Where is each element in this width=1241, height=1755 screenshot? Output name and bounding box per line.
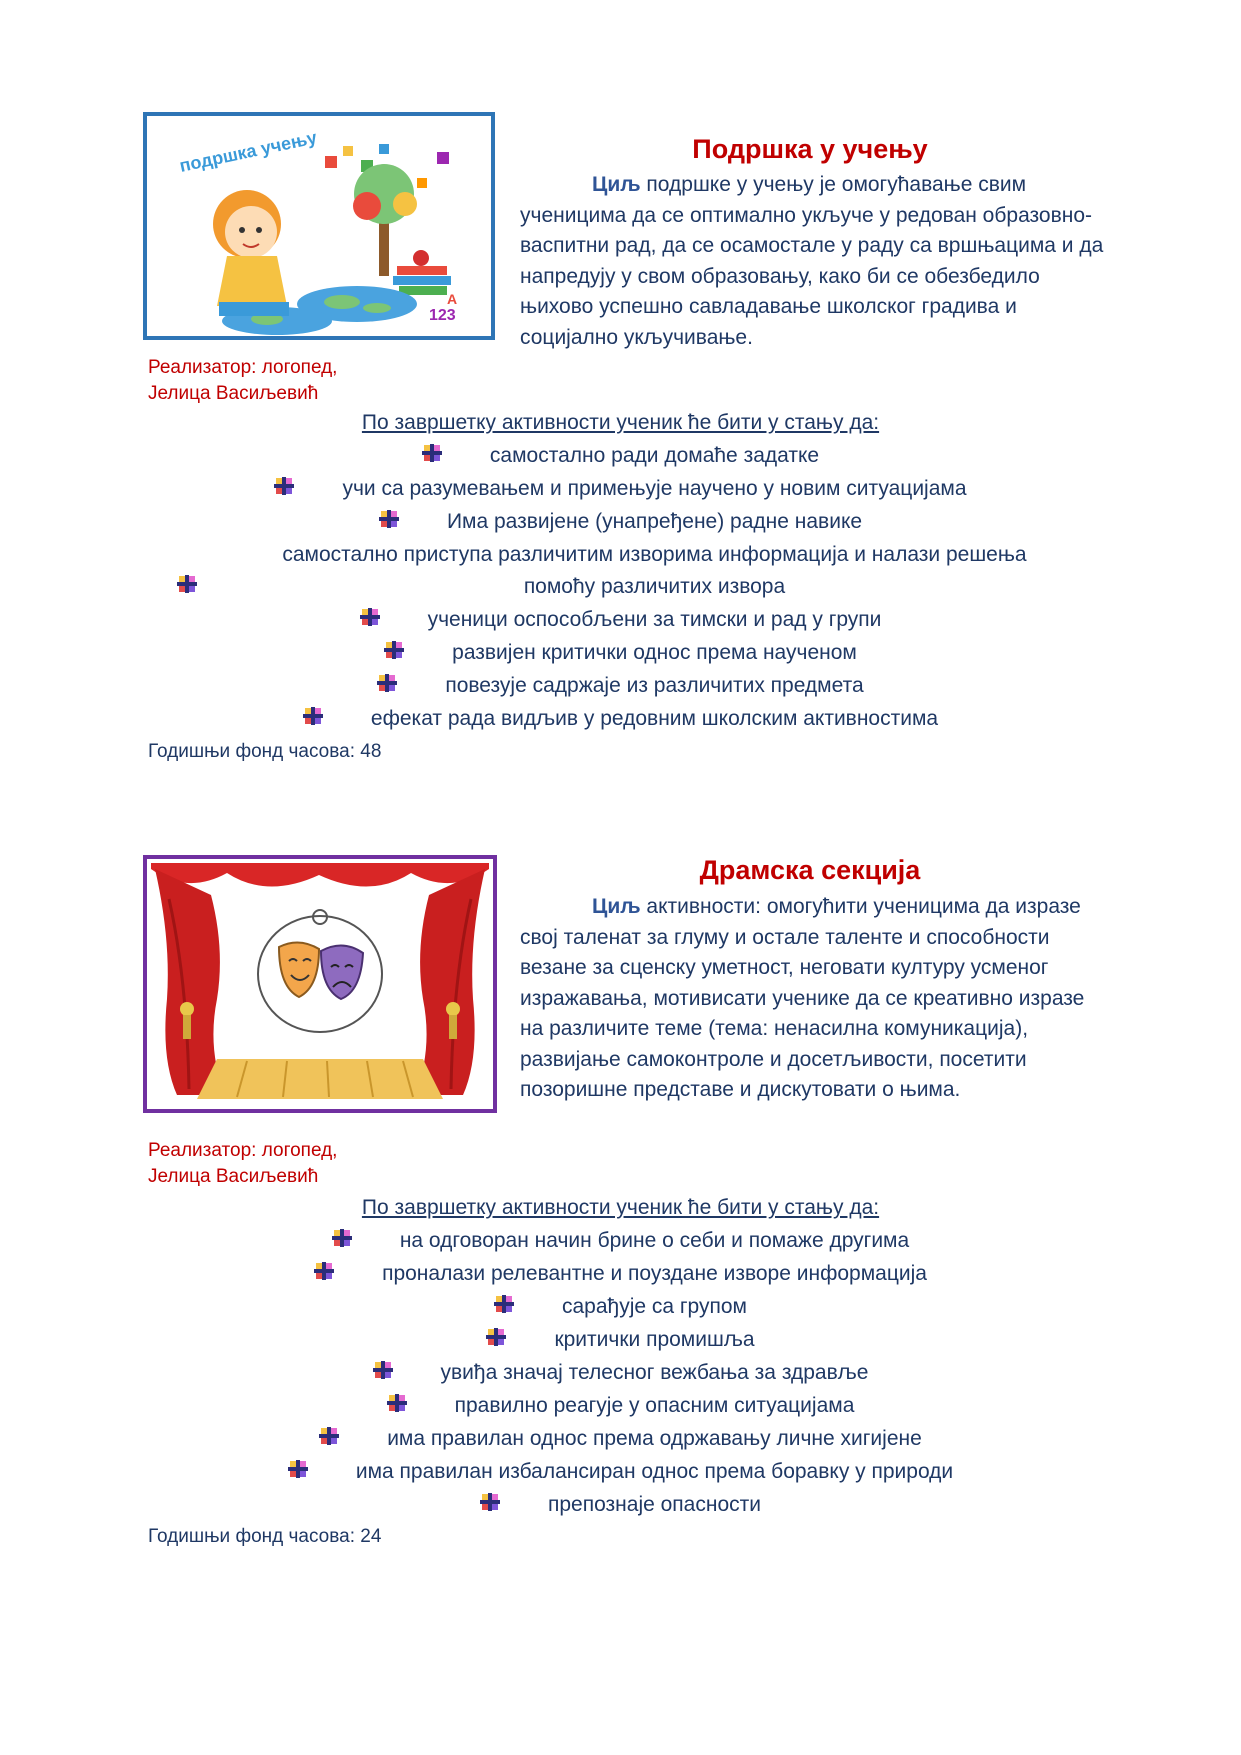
goal-label: Циљ bbox=[592, 895, 641, 918]
list-item: учи са разумевањем и примењује научено у новим ситуацијама bbox=[0, 473, 1241, 505]
bullet-icon bbox=[360, 608, 380, 626]
bullet-icon bbox=[387, 1394, 407, 1412]
bullet-icon bbox=[494, 1295, 514, 1313]
theatre-stage-masks-illustration-icon bbox=[143, 855, 497, 1113]
bullet-icon bbox=[314, 1262, 334, 1280]
bullet-icon bbox=[373, 1361, 393, 1379]
list-item: има правилан однос према одржавању личне хигијене bbox=[0, 1423, 1241, 1455]
svg-text:подршка учењу: подршка учењу bbox=[177, 127, 319, 176]
list-item: Има развијене (унапређене) радне навике bbox=[0, 506, 1241, 538]
author bbox=[148, 1138, 337, 1190]
section-title: Подршка у учењу bbox=[692, 134, 928, 164]
section-title: Драмска секција bbox=[699, 855, 921, 885]
list-item: развијен критички однос према наученом bbox=[0, 637, 1241, 669]
bullet-icon bbox=[377, 674, 397, 692]
outcomes-heading: По завршетку активности ученик ће бити у стању да: bbox=[361, 411, 880, 434]
list-item: сарађује са групом bbox=[0, 1291, 1241, 1323]
list-item: има правилан избалансиран однос према боравку у природи bbox=[0, 1456, 1241, 1488]
list-item: проналази релевантне и поуздане изворе информација bbox=[0, 1258, 1241, 1290]
goal-text: активности: омогућити ученицима да изразе свој таленат за глуму и остале таленте и способности везане за сценску уметност, неговати културу усменог изражавања, мотивисати ученике да се креативно изразе на различите теме (тема: ненасилна комуникација), развијање самоконтроле и досетљивости, посетити позоришне представе и дискутовати о њима. bbox=[520, 895, 1085, 1101]
goal-text: подршке у учењу је омогућавање свим ученицима да се оптимално укључе у редован образовно-васпитни рад, да се осамостале у раду са вршњацима и да напредују у свом образовању, како би се обезбедило њихово успешно савладавање школског градива и социјално укључивање. bbox=[520, 173, 1104, 349]
outcomes-heading: По завршетку активности ученик ће бити у стању да: bbox=[361, 1196, 880, 1219]
bullet-icon bbox=[177, 575, 197, 593]
author-role: Реализатор: логопед, bbox=[148, 1140, 338, 1161]
goal-paragraph bbox=[520, 892, 1105, 1106]
bullet-icon bbox=[422, 444, 442, 462]
bullet-icon bbox=[379, 510, 399, 528]
author bbox=[148, 355, 337, 407]
bullet-icon bbox=[319, 1427, 339, 1445]
bullet-icon bbox=[486, 1328, 506, 1346]
list-item: ученици оспособљени за тимски и рад у групи bbox=[0, 604, 1241, 636]
goal-paragraph bbox=[520, 170, 1105, 353]
bullet-icon bbox=[480, 1493, 500, 1511]
list-item: повезује садржаје из различитих предмета bbox=[0, 670, 1241, 702]
list-item: увиђа значај телесног вежбања за здравље bbox=[0, 1357, 1241, 1389]
svg-text:123: 123 bbox=[429, 307, 456, 324]
bullet-icon bbox=[332, 1229, 352, 1247]
list-item: ефекат рада видљив у редовним школским активностима bbox=[0, 703, 1241, 735]
learning-support-illustration-icon bbox=[143, 112, 495, 340]
list-item: на одговоран начин брине о себи и помаже другима bbox=[0, 1225, 1241, 1257]
annual-hours: Годишњи фонд часова: 48 bbox=[148, 741, 382, 762]
bullet-icon bbox=[288, 1460, 308, 1478]
bullet-icon bbox=[384, 641, 404, 659]
author-name: Јелица Васиљевић bbox=[148, 383, 319, 404]
svg-text:A: A bbox=[447, 291, 458, 307]
author-role: Реализатор: логопед, bbox=[148, 357, 338, 378]
list-item: правилно реагује у опасним ситуацијама bbox=[0, 1390, 1241, 1422]
bullet-icon bbox=[274, 477, 294, 495]
list-item: самостално приступа различитим изворима информација и налази решења помоћу различитих извора bbox=[0, 539, 1241, 603]
list-item: самостално ради домаће задатке bbox=[0, 440, 1241, 472]
bullet-icon bbox=[303, 707, 323, 725]
goal-label: Циљ bbox=[592, 173, 641, 196]
list-item: препознаје опасности bbox=[0, 1489, 1241, 1521]
annual-hours: Годишњи фонд часова: 24 bbox=[148, 1526, 382, 1547]
author-name: Јелица Васиљевић bbox=[148, 1166, 319, 1187]
list-item: критички промишља bbox=[0, 1324, 1241, 1356]
